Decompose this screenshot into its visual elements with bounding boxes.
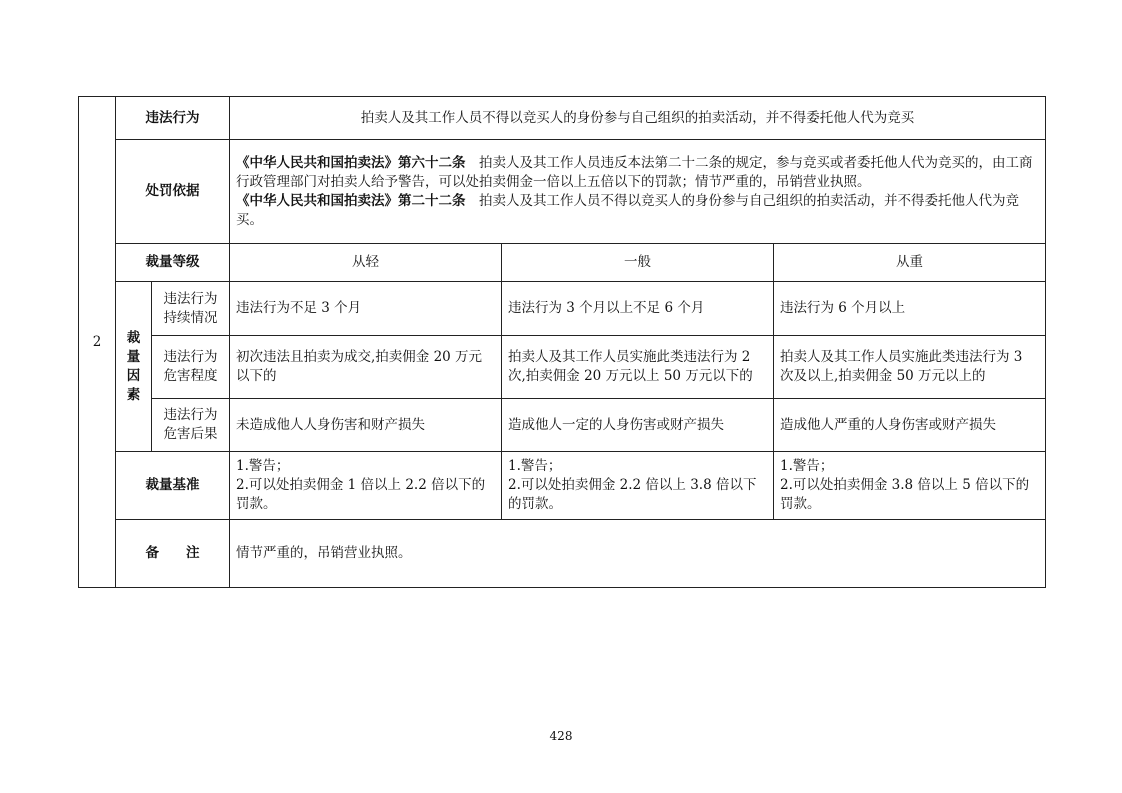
levels-label: 裁量等级 <box>116 244 230 282</box>
factor-normal: 违法行为 3 个月以上不足 6 个月 <box>502 282 774 336</box>
law-citation: 《中华人民共和国拍卖法》第六十二条 <box>236 154 466 171</box>
basis-label: 处罚依据 <box>116 140 230 244</box>
violation-label: 违法行为 <box>116 97 230 140</box>
levels-row <box>79 244 1046 282</box>
basis-content <box>230 140 1046 244</box>
remarks-label: 备 注 <box>116 520 230 588</box>
factor-row <box>79 336 1046 399</box>
factor-light: 初次违法且拍卖为成交,拍卖佣金 20 万元以下的 <box>230 336 502 399</box>
factor-light: 未造成他人人身伤害和财产损失 <box>230 399 502 452</box>
factor-label: 违法行为 危害后果 <box>152 399 230 452</box>
law-text: 拍卖人及其工作人员违反本法第二十二条的规定，参与竞买或者委托他人代为竞买的，由工商行政管理部门对拍卖人给予警告，可以处拍卖佣金一倍以上五倍以下的罚款；情节严重的，吊销营业执照。 <box>236 154 1033 190</box>
penalty-table <box>78 96 1046 588</box>
basis-item <box>236 192 1039 230</box>
factor-heavy: 造成他人严重的人身伤害或财产损失 <box>774 399 1046 452</box>
factor-row <box>79 399 1046 452</box>
page-number: 428 <box>549 729 573 743</box>
factor-normal: 拍卖人及其工作人员实施此类违法行为 2 次,拍卖佣金 20 万元以上 50 万元以下的 <box>502 336 774 399</box>
factor-light: 违法行为不足 3 个月 <box>230 282 502 336</box>
level-normal: 一般 <box>502 244 774 282</box>
remarks-text: 情节严重的，吊销营业执照。 <box>230 520 1046 588</box>
standard-light: 1.警告； 2.可以处拍卖佣金 1 倍以上 2.2 倍以下的罚款。 <box>230 452 502 520</box>
factor-heavy: 拍卖人及其工作人员实施此类违法行为 3 次及以上,拍卖佣金 50 万元以上的 <box>774 336 1046 399</box>
law-citation: 《中华人民共和国拍卖法》第二十二条 <box>236 192 466 209</box>
standard-heavy: 1.警告； 2.可以处拍卖佣金 3.8 倍以上 5 倍以下的罚款。 <box>774 452 1046 520</box>
violation-text: 拍卖人及其工作人员不得以竞买人的身份参与自己组织的拍卖活动，并不得委托他人代为竞买 <box>230 97 1046 140</box>
standard-row <box>79 452 1046 520</box>
factors-group-label: 裁 量 因 素 <box>116 282 152 452</box>
basis-row <box>79 140 1046 244</box>
remarks-row <box>79 520 1046 588</box>
row-number: 2 <box>79 97 116 588</box>
standard-normal: 1.警告； 2.可以处拍卖佣金 2.2 倍以上 3.8 倍以下的罚款。 <box>502 452 774 520</box>
level-heavy: 从重 <box>774 244 1046 282</box>
factor-label: 违法行为 危害程度 <box>152 336 230 399</box>
factor-normal: 造成他人一定的人身伤害或财产损失 <box>502 399 774 452</box>
standard-label: 裁量基准 <box>116 452 230 520</box>
factor-row <box>79 282 1046 336</box>
level-light: 从轻 <box>230 244 502 282</box>
basis-item <box>236 154 1039 192</box>
factor-label: 违法行为 持续情况 <box>152 282 230 336</box>
violation-row <box>79 97 1046 140</box>
law-text: 拍卖人及其工作人员不得以竞买人的身份参与自己组织的拍卖活动，并不得委托他人代为竞买。 <box>236 192 1019 228</box>
factor-heavy: 违法行为 6 个月以上 <box>774 282 1046 336</box>
